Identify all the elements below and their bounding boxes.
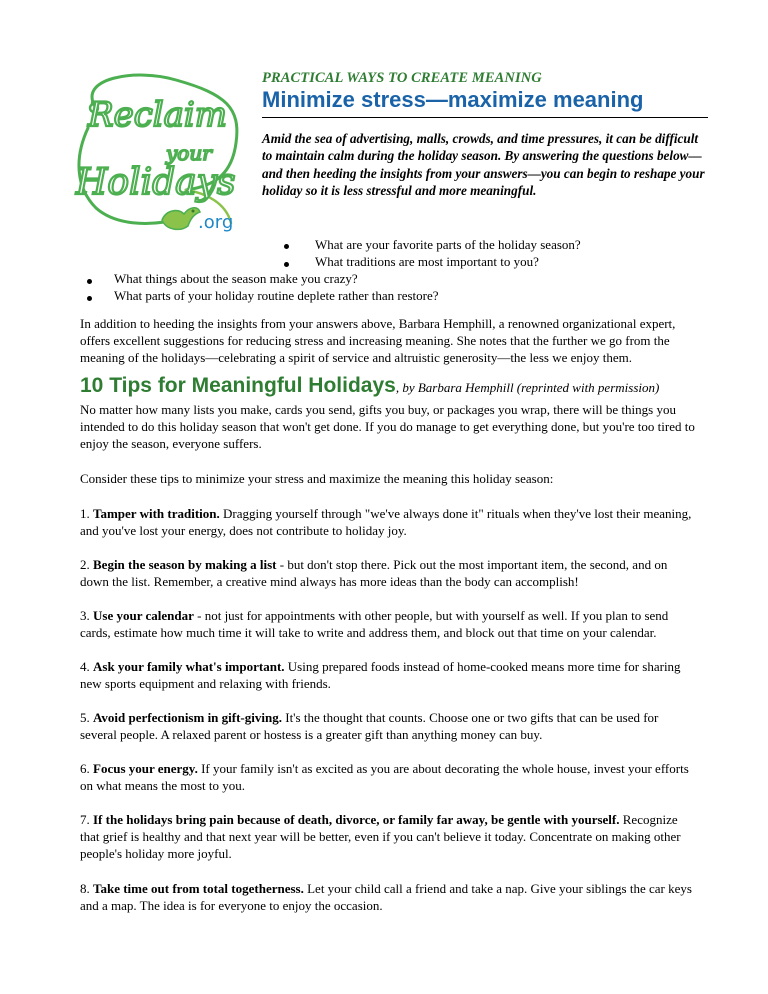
tip-item [80, 880, 696, 914]
tip-item [80, 556, 696, 590]
bullet-icon [284, 262, 289, 267]
tip-title: If the holidays bring pain because of death, divorce, or family far away, be gentle with yourself. [93, 812, 620, 827]
tips-consider-line: Consider these tips to minimize your stress and maximize the meaning this holiday season: [80, 471, 554, 486]
tip-item [80, 811, 696, 863]
logo-line-your: your [166, 141, 212, 165]
bullet-icon [87, 296, 92, 301]
headline-divider [262, 117, 708, 118]
question-item: What are your favorite parts of the holiday season? [315, 237, 581, 252]
question-item: What parts of your holiday routine deplete rather than restore? [114, 288, 439, 303]
tips-heading: 10 Tips for Meaningful Holidays [80, 374, 396, 397]
question-item: What things about the season make you crazy? [114, 271, 358, 286]
reclaim-your-holidays-logo [66, 68, 256, 248]
tip-text: - but don't stop there. Pick out the most important item, the second, and on down the list. Remember, a creative mind always has more ideas than the body can accomplish! [80, 557, 668, 590]
logo-line-org: .org [198, 212, 234, 233]
tip-number: 2. [80, 557, 93, 572]
tip-text: Let your child call a friend and take a nap. Give your siblings the car keys and a map. The idea is for everyone to enjoy the occasion. [80, 881, 692, 914]
logo-line-holidays: Holidays [76, 162, 236, 203]
tip-title: Avoid perfectionism in gift-giving. [93, 710, 282, 725]
tip-text: Recognize that grief is healthy and that next year will be better, even if you can't believe it today. Concentrate on making other people's holiday more joyful. [80, 812, 681, 862]
tip-title: Focus your energy. [93, 761, 198, 776]
tip-title: Take time out from total togetherness. [93, 881, 304, 896]
tip-number: 1. [80, 506, 93, 521]
tip-title: Begin the season by making a list [93, 557, 277, 572]
logo-graphic [66, 68, 256, 248]
tip-text: Using prepared foods instead of home-cooked means more time for sharing new sports equipment and relaxing with friends. [80, 659, 681, 692]
intro-italic: Amid the sea of advertising, malls, crowds, and time pressures, it can be difficult to maintain calm during the holiday season. By answering the questions below—and then heeding the insights from your answers—you can begin to reshape your holiday so it is less stressful and more meaningful. [262, 131, 705, 198]
tip-text: - not just for appointments with other people, but with yourself as well. If you plan to send cards, estimate how much time it will take to write and address them, and block out that time on your calendar. [80, 608, 669, 641]
logo-line-reclaim: Reclaim [88, 95, 228, 135]
tip-text: Dragging yourself through "we've always done it" rituals when they've lost their meaning, and you've lost your energy, does not contribute to holiday joy. [80, 506, 692, 539]
tip-title: Tamper with tradition. [93, 506, 220, 521]
tip-item [80, 658, 696, 692]
tip-title: Use your calendar [93, 608, 194, 623]
bullet-icon [284, 244, 289, 249]
tip-title: Ask your family what's important. [93, 659, 285, 674]
section-kicker: PRACTICAL WAYS TO CREATE MEANING [262, 70, 542, 86]
intro-paragraph: In addition to heeding the insights from your answers above, Barbara Hemphill, a renowned organizational expert, offers excellent suggestions for reducing stress and increasing meaning. She notes that the further we go from the meaning of the holidays—celebrating a spirit of service and altruistic generosity—the less we enjoy them. [80, 316, 676, 366]
tip-text: If your family isn't as excited as you are about decorating the whole house, invest your efforts on what means the most to you. [80, 761, 689, 794]
page-headline: Minimize stress—maximize meaning [262, 87, 644, 112]
tip-number: 5. [80, 710, 93, 725]
question-item: What traditions are most important to you? [315, 254, 539, 269]
tip-number: 7. [80, 812, 93, 827]
tips-lead-paragraph: No matter how many lists you make, cards you send, gifts you buy, or packages you wrap, there will be things you intended to do this holiday season that won't get done. If you do manage to get everything done, but you're too tired to enjoy the season, everyone suffers. [80, 402, 695, 452]
tip-number: 4. [80, 659, 93, 674]
tips-section-title [80, 374, 720, 398]
tip-text: It's the thought that counts. Choose one or two gifts that can be used for several people. A relaxed parent or hostess is a greater gift than anything money can buy. [80, 710, 659, 743]
tip-number: 3. [80, 608, 93, 623]
tip-item [80, 709, 696, 743]
tip-item [80, 760, 696, 794]
tip-number: 8. [80, 881, 93, 896]
tip-number: 6. [80, 761, 93, 776]
tips-byline: , by Barbara Hemphill (reprinted with permission) [395, 380, 660, 395]
bullet-icon [87, 279, 92, 284]
tip-item [80, 505, 696, 539]
tip-item [80, 607, 696, 641]
